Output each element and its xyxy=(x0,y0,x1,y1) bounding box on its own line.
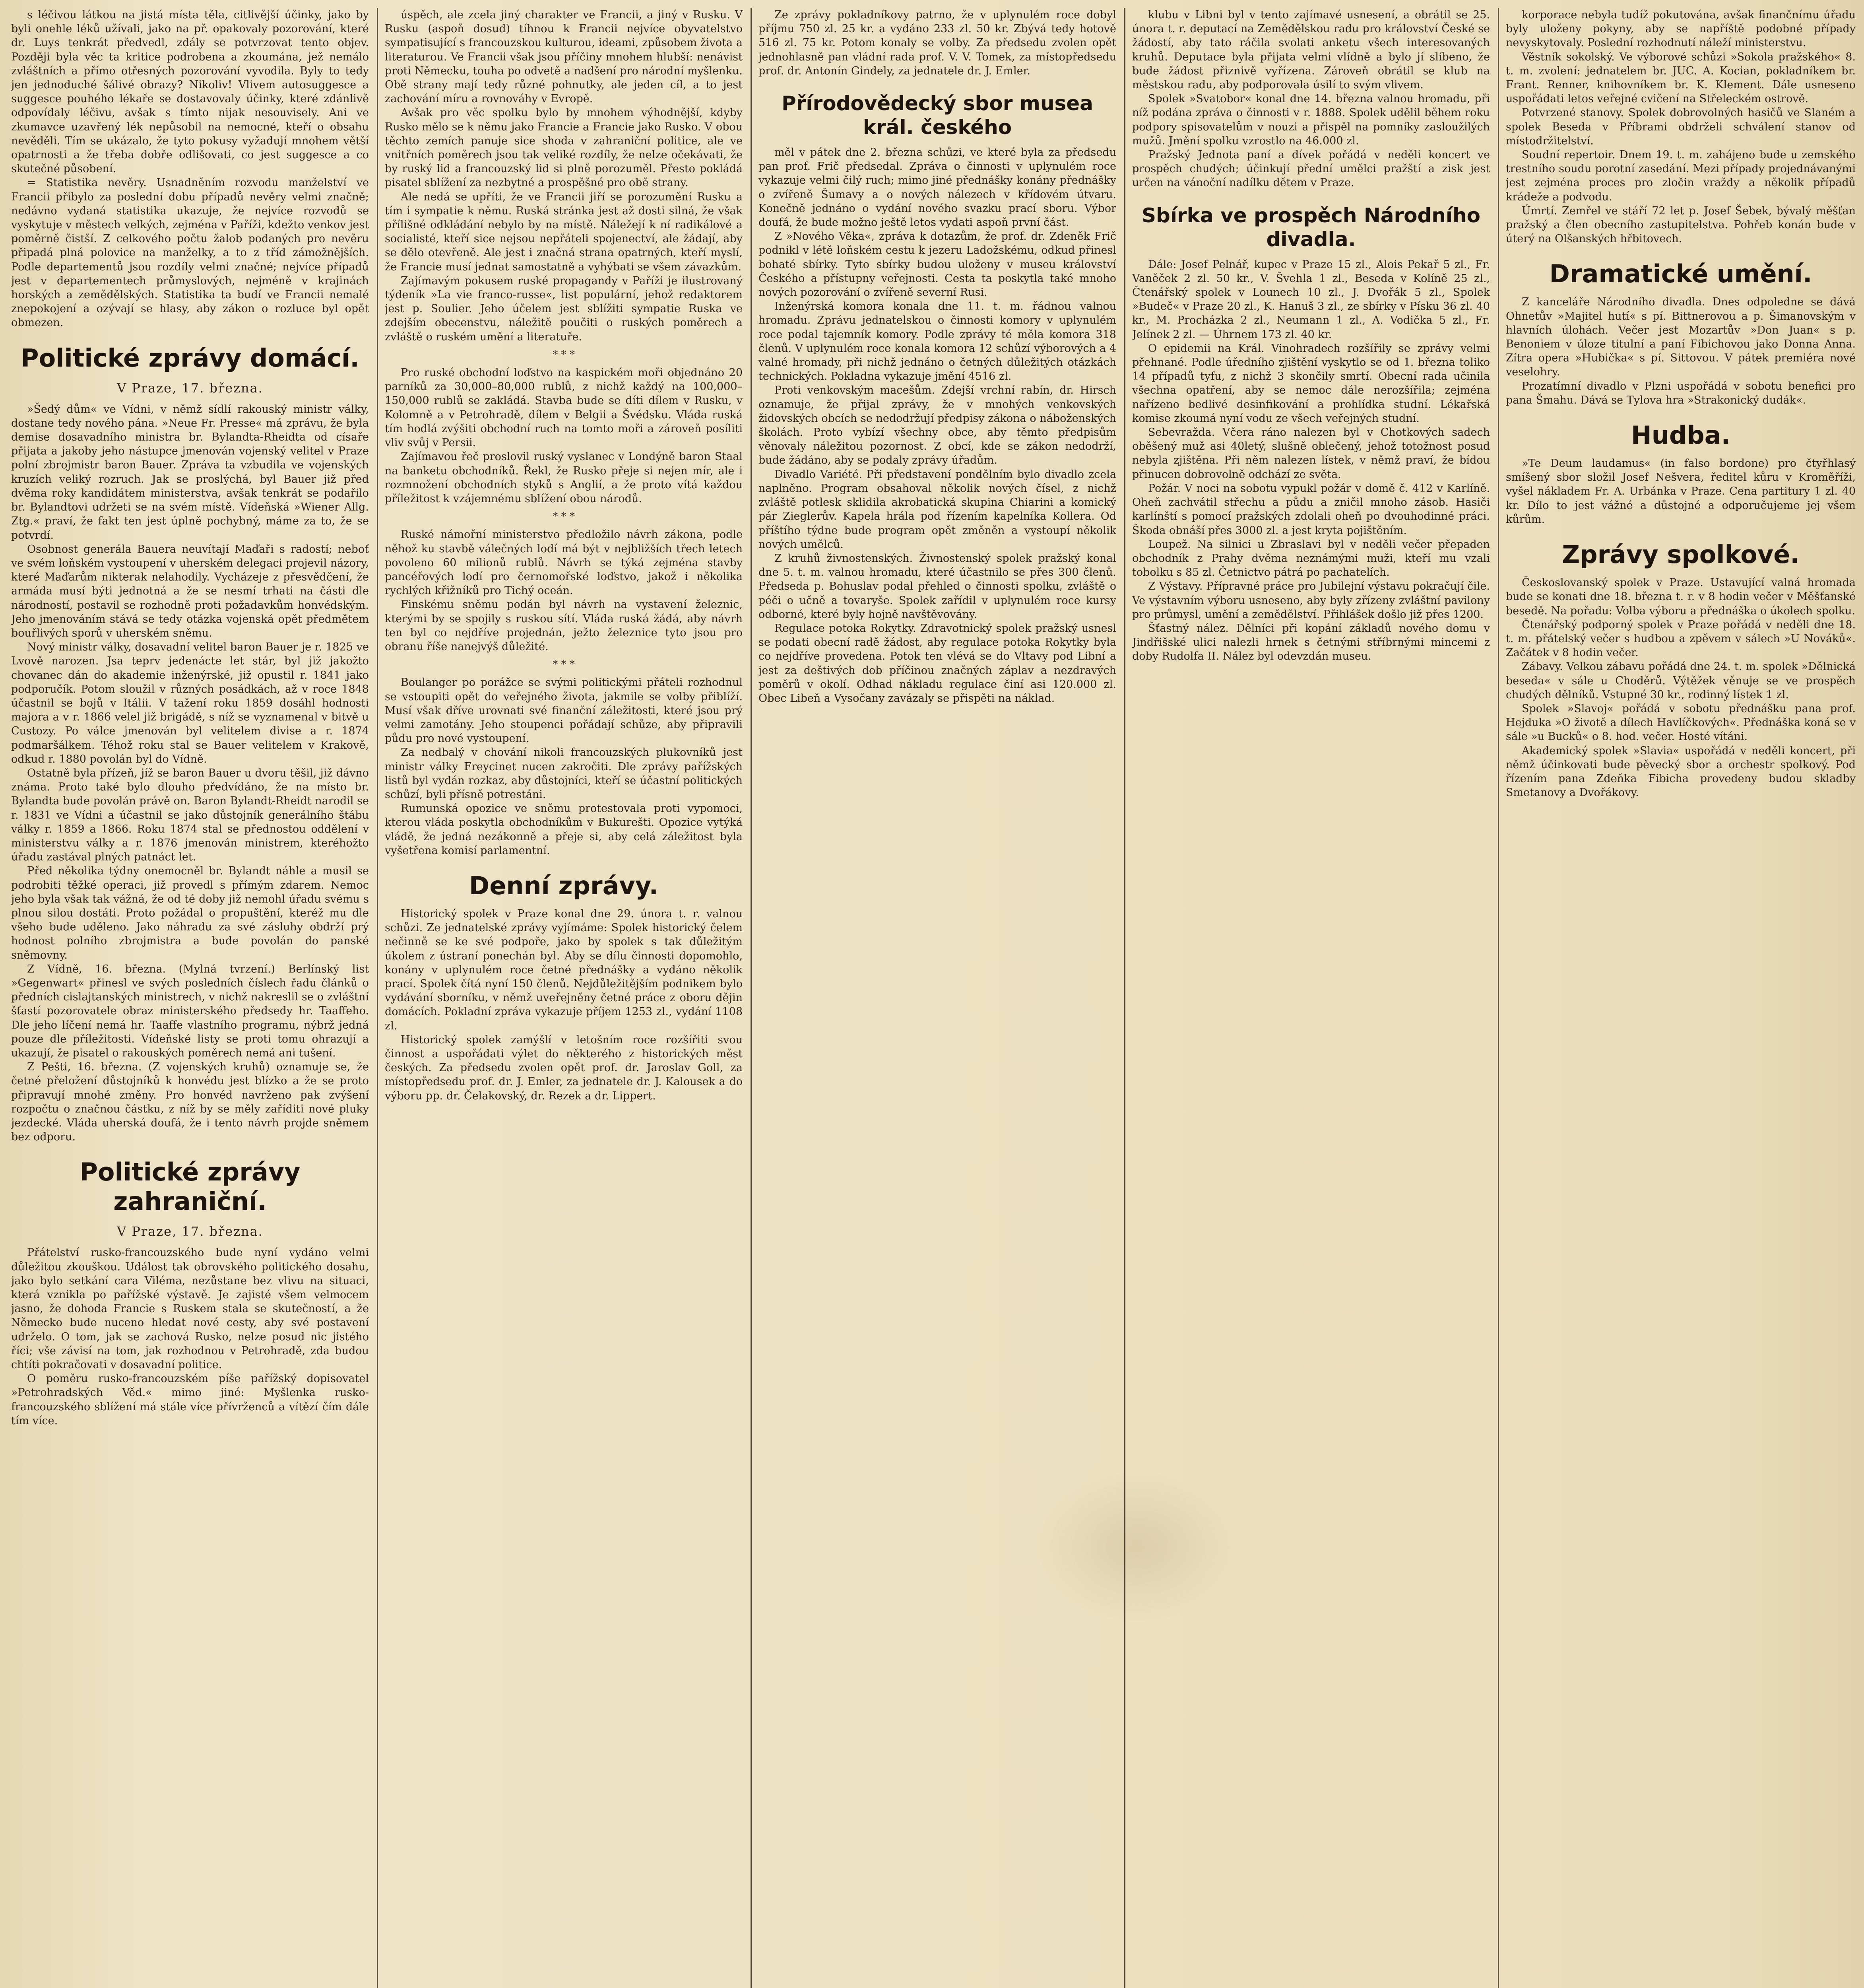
section-heading: Dramatické umění. xyxy=(1549,259,1812,289)
article-paragraph: Úmrtí. Zemřel ve stáří 72 let p. Josef Šebek, bývalý měšťan pražský a člen obecního zastupitelstva. Pohřeb konán bude v úterý na Olšanských hřbitovech. xyxy=(1506,204,1856,245)
article-paragraph: s léčivou látkou na jistá místa těla, citlivější účinky, jako by byli onehle léků užívali, jako na př. opakovaly pozorování, které dr. Luys tenkrát předvedl, zdály se potvrzovat tento objev. Později byla věc ta kritice podrobena a zkoumána, jež nemálo zvláštních a přímo otřesných pozorování vyvodila. Byly to tedy jen jednoduché šálivé obrazy? Nikoliv! Vlivem autosuggesce a suggesce pouhého lékaře se dostavovaly účinky, které zdánlivě odpovídaly léčivu, avšak s tímto nijak nesouvisely. Ani ve zkumavce uzavřený lék nepůsobil na nemocné, kteří o obsahu nevěděli. Tím se ukázalo, že tyto pokusy vyžadují mnohem větší opatrnosti a že třeba dobře odlišovati, co jest suggesce a co skutečné působení. xyxy=(11,9,369,175)
article-paragraph: měl v pátek dne 2. března schůzi, ve které byla za předsedu pan prof. Frič předsedal. Zpráva o činnosti v uplynulém roce vykazuje velmi čilý ruch; mimo jiné přednášky konány přednášky o zvířeně Šumavy a o nových nálezech v křídovém útvaru. Konečně jednáno o vydání nového svazku prací sboru. Výbor doufá, že bude možno ještě letos vydati aspoň první část. xyxy=(758,146,1116,229)
article-paragraph: Ostatně byla přízeň, jíž se baron Bauer u dvoru těšil, již dávno známa. Proto také bylo dlouho předvídáno, že na místo br. Bylandta bude povolán právě on. Baron Bylandt-Rheidt narodil se r. 1831 ve Vídni a účastnil se jako důstojník generálního štábu války r. 1859 a 1866. Roku 1874 stal se přednostou oddělení v ministerstvu války a r. 1876 jmenován ministrem, kteréhožto úřadu zastával plných patnáct let. xyxy=(11,767,369,864)
article-paragraph: Inženýrská komora konala dne 11. t. m. řádnou valnou hromadu. Zprávu jednatelskou o činnosti komory v uplynulém roce podal tajemník komory. Podle zprávy té měla komora 318 členů. V uplynulém roce konala komora 12 schůzí výborových a 4 valné hromady, při nichž jednáno o četných důležitých otázkách technických. Pokladna vykazuje jmění 4516 zl. xyxy=(758,300,1116,383)
article-paragraph: Boulanger po porážce se svými politickými přáteli rozhodnul se vstoupiti opět do veřejného života, jakmile se volby přiblíží. Musí však dříve urovnati své finanční záležitosti, které jsou prý velmi zamotány. Jeho stoupenci pořádají schůze, aby připravili půdu pro nové vystoupení. xyxy=(385,676,743,745)
article-paragraph: Zábavy. Velkou zábavu pořádá dne 24. t. m. spolek »Dělnická beseda« v sále u Choděrů. Výtěžek věnuje se ve prospěch chudých dělníků. Vstupné 30 kr., rodinný lístek 1 zl. xyxy=(1506,660,1856,701)
article-paragraph: Spolek »Svatobor« konal dne 14. března valnou hromadu, při níž podána zpráva o činnosti v r. 1888. Spolek udělil během roku podpory spisovatelům v nouzi a přispěl na pomníky zasloužilých mužů. Jmění spolku vzrostlo na 46.000 zl. xyxy=(1132,93,1490,147)
article-paragraph: Českoslovanský spolek v Praze. Ustavující valná hromada bude se konati dne 18. března t. r. v 8 hodin večer v Měšťanské besedě. Na pořadu: Volba výboru a přednáška o úkolech spolku. xyxy=(1506,577,1856,617)
article-paragraph: Akademický spolek »Slavia« uspořádá v neděli koncert, při němž účinkovati bude pěvecký sbor a orchestr spolkový. Pod řízením pana Zdeňka Fibicha provedeny budou skladby Smetanovy a Dvořákovy. xyxy=(1506,744,1856,799)
section-heading: Sbírka ve prospěch Národního divadla. xyxy=(1142,204,1480,251)
article-paragraph: Z Výstavy. Přípravné práce pro Jubilejní výstavu pokračují čile. Ve výstavním výboru usneseno, aby byly zřízeny zvláštní pavilony pro průmysl, umění a zemědělství. Přihlášek došlo již přes 1200. xyxy=(1132,580,1490,621)
section-heading: Hudba. xyxy=(1631,421,1731,450)
article-paragraph: Loupež. Na silnici u Zbraslavi byl v neděli večer přepaden obchodník z Prahy dvěma neznámými muži, kteří mu vzali tobolku s 85 zl. Četnictvo pátrá po pachatelích. xyxy=(1132,538,1490,579)
column-1 xyxy=(11,8,369,1988)
article-paragraph: Ze zprávy pokladníkovy patrno, že v uplynulém roce dobyl příjmu 750 zl. 25 kr. a vydáno 233 zl. 50 kr. Zbývá tedy hotově 516 zl. 75 kr. Potom konaly se volby. Za předsedu zvolen opět jednohlasně pan vládní rada prof. V. V. Tomek, za místopředsedu prof. dr. Antonín Gindely, za jednatele dr. J. Emler. xyxy=(758,9,1116,77)
article-paragraph: Z kanceláře Národního divadla. Dnes odpoledne se dává Ohnetův »Majitel hutí« s pí. Bittnerovou a p. Šimanovským v hlavních úlohách. Večer jest Mozartův »Don Juan« s p. Benoniem v úloze titulní a paní Fibichovou jako Donna Anna. Zítra opera »Hubička« s pí. Sittovou. V pátek premiéra nové veselohry. xyxy=(1506,296,1856,379)
article-paragraph: Spolek »Slavoj« pořádá v sobotu přednášku pana prof. Hejduka »O životě a dílech Havlíčkových«. Přednáška koná se v sále »u Bucků« o 8. hod. večer. Hosté vítáni. xyxy=(1506,702,1856,743)
article-paragraph: Zajímavou řeč proslovil ruský vyslanec v Londýně baron Staal na banketu obchodníků. Řekl, že Rusko přeje si nejen mír, ale i rozmnožení obchodních styků s Anglií, a že proto vítá každou příležitost k vzájemnému sblížení obou národů. xyxy=(385,450,743,505)
article-paragraph: Historický spolek v Praze konal dne 29. února t. r. valnou schůzi. Ze jednatelské zprávy vyjímáme: Spolek historický čelem nečinně se ke své podpoře, jako by spolek s tak důležitým úkolem z ústraní ponechán byl. Aby se dílu činnosti dopomohlo, konány v uplynulém roce četné přednášky a vydáno několik prací. Spolek čítá nyní 150 členů. Nejdůležitějším podnikem bylo vydávání sborníku, v němž uveřejněny četné práce z oboru dějin domácích. Pokladní zpráva vykazuje příjem 1253 zl., vydání 1108 zl. xyxy=(385,907,743,1032)
article-paragraph: Rumunská opozice ve sněmu protestovala proti vypomoci, kterou vláda poskytla obchodníkům v Bukurešti. Opozice vytýká vládě, že jedná nezákonně a přeje si, aby celá záležitost byla vyšetřena komisí parlamentní. xyxy=(385,802,743,857)
article-paragraph: Z Pešti, 16. března. (Z vojenských kruhů) oznamuje se, že četné přeložení důstojníků k honvédu jest blízko a že se proto připravují mnohé změny. Pro honvéd navrženo pak zvýšení rozpočtu o značnou částku, z níž by se měly zaříditi nové pluky jezdecké. Vláda uherská doufá, že i tento návrh projde sněmem bez odporu. xyxy=(11,1061,369,1143)
article-paragraph: Z kruhů živnostenských. Živnostenský spolek pražský konal dne 5. t. m. valnou hromadu, které účastnilo se přes 300 členů. Předseda p. Bohuslav podal přehled o činnosti spolku, zvláště o péči o učně a tovaryše. Spolek zařídil v uplynulém roce kursy odborné, které byly hojně navštěvovány. xyxy=(758,552,1116,621)
article-paragraph: Regulace potoka Rokytky. Zdravotnický spolek pražský usnesl se podati obecní radě žádost, aby regulace potoka Rokytky byla co nejdříve provedena. Potok ten vlévá se do Vltavy pod Libní a jest za deštivých dob příčinou značných záplav a nezdravých poměrů v okolí. Odhad nákladu regulace činí asi 120.000 zl. Obec Libeň a Vysočany zavázaly se přispěti na náklad. xyxy=(758,622,1116,705)
article-paragraph: Za nedbalý v chování nikoli francouzských plukovníků jest ministr války Freycinet nucen zakročiti. Dle zprávy pařížských listů byl vydán rozkaz, aby důstojníci, kteří se účastní politických schůzí, byli přísně potrestáni. xyxy=(385,746,743,801)
section-heading: Přírodovědecký sbor musea král. českého xyxy=(782,92,1093,139)
article-paragraph: Pro ruské obchodní loďstvo na kaspickém moři objednáno 20 parníků za 30,000–80,000 rublů, z nichž každý na 100,000–150,000 rublů se zakládá. Stavba bude se díti dílem v Rusku, v Kolomně a v Petrohradě, dílem v Belgii a Švédsku. Vláda ruská tím hodlá zvýšiti obchodní ruch na tomto moři a zároveň posíliti vliv svůj v Persii. xyxy=(385,367,743,449)
column-5 xyxy=(1506,8,1856,1988)
article-paragraph: Potvrzené stanovy. Spolek dobrovolných hasičů ve Slaném a spolek Beseda v Příbrami obdrželi schválení stanov od místodržitelství. xyxy=(1506,107,1856,147)
article-paragraph: O poměru rusko-francouzském píše pařížský dopisovatel »Petrohradských Věd.« mimo jiné: Myšlenka rusko-francouzského sblížení má stále více přívrženců a vítězí čím dále tím více. xyxy=(11,1373,369,1427)
article-paragraph: Šťastný nález. Dělníci při kopání základů nového domu v Jindřišské ulici nalezli hrnek s četnými stříbrnými mincemi z doby Rudolfa II. Nález byl odevzdán museu. xyxy=(1132,622,1490,663)
section-heading: Zprávy spolkové. xyxy=(1562,540,1800,569)
column-rule xyxy=(1124,8,1125,1988)
article-paragraph: Finskému sněmu podán byl návrh na vystavení železnic, kterými by se spojily s ruskou sítí. Vláda ruská žádá, aby návrh ten byl co nejdříve projednán, ježto železnice tyto jsou pro obranu říše nanejvýš důležité. xyxy=(385,598,743,653)
article-paragraph: Věstník sokolský. Ve výborové schůzi »Sokola pražského« 8. t. m. zvolení: jednatelem br. JUC. A. Kocian, pokladníkem br. Frant. Renner, knihovníkem br. K. Klement. Dále usneseno uspořádati letos veřejné cvičení na Střeleckém ostrově. xyxy=(1506,50,1856,105)
article-paragraph: Požár. V noci na sobotu vypukl požár v domě č. 412 v Karlíně. Oheň zachvátil střechu a půdu a zničil mnoho zásob. Hasiči karlínští s pomocí pražských zdolali oheň po dvouhodinné práci. Škoda obnáší přes 3000 zl. a jest kryta pojištěním. xyxy=(1132,482,1490,537)
dateline: V Praze, 17. března. xyxy=(117,380,263,396)
article-paragraph: klubu v Libni byl v tento zajímavé usnesení, a obrátil se 25. února t. r. deputací na Zemědělskou radu pro království České se žádostí, aby tato ráčila svolati anketu všech interesovaných kruhů. Deputace byla přijata velmi vlídně a bylo jí slíbeno, že bude žádost přiznivě vyřízena. Zároveň obrátil se klub na městskou radu, aby podporovala úsilí to svým vlivem. xyxy=(1132,9,1490,91)
article-paragraph: Dále: Josef Pelnář, kupec v Praze 15 zl., Alois Pekař 5 zl., Fr. Vaněček 2 zl. 50 kr., V. Švehla 1 zl., Beseda v Kolíně 25 zl., Čtenářský spolek v Lounech 10 zl., J. Dvořák 5 zl., Spolek »Budeč« v Praze 20 zl., K. Hanuš 3 zl., ze sbírky v Písku 36 zl. 40 kr., M. Procházka 2 zl., Neumann 1 zl., A. Vodička 5 zl., Fr. Jelínek 2 zl. — Úhrnem 173 zl. 40 kr. xyxy=(1132,258,1490,341)
article-paragraph: Pražský Jednota paní a dívek pořádá v neděli koncert ve prospěch chudých; účinkují přední umělci pražští a zisk jest určen na vánoční nadílku dětem v Praze. xyxy=(1132,149,1490,189)
article-paragraph: »Te Deum laudamus« (in falso bordone) pro čtyřhlasý smíšený sbor složil Josef Nešvera, ředitel kůru v Kroměříži, vyšel nákladem Fr. A. Urbánka v Praze. Cena partitury 1 zl. 40 kr. Dílo to jest vážné a důstojné a odporučujeme jej všem kůrům. xyxy=(1506,457,1856,526)
article-paragraph: Před několika týdny onemocněl br. Bylandt náhle a musil se podrobiti těžké operaci, již provedl s přímým zdarem. Nemoc jeho byla však tak vážná, že od té doby již nemohl úřadu svému s plnou silou dostáti. Proto požádal o propuštění, kteréž mu dle všeho bude uděleno. Jako náhradu za své zásluhy obdrží prý hodnost polního zbrojmistra a bude povolán do panské sněmovny. xyxy=(11,865,369,961)
article-paragraph: Z »Nového Věka«, zpráva k dotazům, že prof. dr. Zdeněk Frič podnikl v létě loňském cestu k jezeru Ladožskému, odkud přinesl bohaté sbírky. Tyto sbírky budou uloženy v museu království Českého a přístupny veřejnosti. Cesta ta poskytla také mnoho nových pozorování o zvířeně severní Rusi. xyxy=(758,230,1116,299)
column-rule xyxy=(751,8,752,1988)
article-paragraph: Z Vídně, 16. března. (Mylná tvrzení.) Berlínský list »Gegenwart« přinesl ve svých posledních číslech řadu článků o předních cislajtanských ministrech, v nichž nakreslil se o zvláštní šťastí pozorovatele obraz ministerského předsedy hr. Taaffeho. Dle jeho líčení nemá hr. Taaffe vlastního programu, nýbrž jedná pouze dle příležitosti. Vídeňské listy se proti tomu ohrazují a ukazují, že pisatel o rakouských poměrech nemá ani tušení. xyxy=(11,963,369,1060)
article-paragraph: Proti venkovským macešům. Zdejší vrchní rabín, dr. Hirsch oznamuje, že přijal zprávy, že v mnohých venkovských židovských obcích se nedodržují předpisy zákona o náboženských školách. Proto vybízí všechny obce, aby těmto předpisům věnovaly náležitou pozornost. Z obcí, kde se zákon nedodrží, bude žádáno, aby se podaly zprávy úřadům. xyxy=(758,384,1116,467)
column-4 xyxy=(1132,8,1490,1988)
article-paragraph: Nový ministr války, dosavadní velitel baron Bauer je r. 1825 ve Lvově narozen. Jsa teprv jedenácte let stár, byl již jakožto chovanec dán do akademie inženýrské, již opustil r. 1841 jako podporučík. Potom sloužil v různých posádkách, až v roce 1848 účastnil se bojů v Itálii. V tažení roku 1859 dosáhl hodnosti majora a v r. 1866 velel již brigádě, s níž se vyznamenal v bitvě u Custozy. Po válce jmenován byl velitelem divise a r. 1874 podmaršálkem. Téhož roku stal se Bauer velitelem v Krakově, odkud r. 1880 povolán byl do Vídně. xyxy=(11,641,369,765)
article-paragraph: Ale nedá se upříti, že ve Francii jiří se porozumění Rusku a tím i sympatie k němu. Ruská stránka jest až dosti silná, že však přílišné odkládání nebylo by na místě. Náležejí k ní radikálové a socialisté, kteří sice nejsou nepřáteli spojenectví, ale žádají, aby se dělo otevřeně. Ale jest i značná strana opatrných, kteří myslí, že Francie musí jednat samostatně a vyhýbati se všem závazkům. xyxy=(385,190,743,273)
article-paragraph: Divadlo Variété. Při představení pondělním bylo divadlo zcela naplněno. Program obsahoval několik nových čísel, z nichž zvláště potlesk sklidila akrobatická skupina Chiarini a komický pár Zieglerův. Kapela hrála pod řízením kapelníka Kollera. Od příštího týdne bude program opět změněn a vystoupí několik nových umělců. xyxy=(758,468,1116,551)
column-3 xyxy=(758,8,1116,1988)
article-paragraph: = Statistika nevěry. Usnadněním rozvodu manželství ve Francii přibylo za poslední dobu případů nevěry velmi značně; nedávno vydaná statistika ukazuje, že nejvíce rozvodů se vyskytuje v městech velkých, zejména v Paříži, kdežto venkov jest poměrně čistší. Z celkového počtu žalob podaných pro nevěru připadá plná polovice na manželky, a to z tříd zámožnějších. Podle departementů jsou rozdíly velmi značné; nejvíce případů jest v departementech průmyslových, nejméně v krajinách horských a zemědělských. Statistika ta budí ve Francii nemalé znepokojení a ozývají se hlasy, aby zákon o rozluce byl opět obmezen. xyxy=(11,177,369,329)
separator-star: * * * xyxy=(553,348,575,361)
article-paragraph: Přátelství rusko-francouzského bude nyní vydáno velmi důležitou zkouškou. Událost tak obrovského politického dosahu, jako bylo setkání cara Viléma, nezůstane bez vlivu na situaci, která vznikla po pařížské výstavě. Je zajisté všem velmocem jasno, že dohoda Francie s Ruskem stala se skutečností, a že Německo bude nuceno hledat nové cesty, aby své postavení udrželo. O tom, jak se zachová Rusko, nelze posud nic jistého říci; vše závisí na tom, jak rozhodnou v Petrohradě, zda budou chtíti pokračovati v dosavadní politice. xyxy=(11,1246,369,1371)
article-paragraph: Soudní repertoir. Dnem 19. t. m. zahájeno bude u zemského trestního soudu porotní zasedání. Mezi případy projednávanými jest zejména proces pro zločin vraždy a několik případů krádeže a podvodu. xyxy=(1506,149,1856,203)
article-paragraph: Prozatímní divadlo v Plzni uspořádá v sobotu benefici pro pana Šmahu. Dává se Tylova hra »Strakonický dudák«. xyxy=(1506,380,1856,406)
column-2 xyxy=(385,8,743,1988)
article-paragraph: Historický spolek zamýšlí v letošním roce rozšířiti svou činnost a uspořádati výlet do některého z historických měst českých. Za předsedu zvolen opět prof. dr. Jaroslav Goll, za místopředsedu prof. dr. J. Emler, za jednatele dr. J. Kalousek a do výboru pp. dr. Čelakovský, dr. Rezek a dr. Lippert. xyxy=(385,1033,743,1102)
article-paragraph: O epidemii na Král. Vinohradech rozšířily se zprávy velmi přehnané. Podle úředního zjištění vyskytlo se od 1. března toliko 14 případů tyfu, z nichž 3 skončily smrtí. Obecní rada učinila všechna opatření, aby se nemoc dále nerozšířila; zejména nařízeno bedlivé desinfikování a prohlídka studní. Lékařská komise zkoumá nyní vodu ze všech veřejných studní. xyxy=(1132,342,1490,425)
article-paragraph: Avšak pro věc spolku bylo by mnohem výhodnější, kdyby Rusko mělo se k němu jako Francie a Francie jako Rusko. V obou těchto zemích panuje sice shoda v zahraniční politice, ale ve vnitřních poměrech jsou tak veliké rozdíly, že nelze očekávati, že by ruský lid a francouzský lid si plně porozuměl. Přesto pokládá pisatel sblížení za nezbytné a prospěšné pro obě strany. xyxy=(385,107,743,189)
article-paragraph: Osobnost generála Bauera neuvítají Maďaři s radostí; neboť ve svém loňském vystoupení v uherském delegaci projevil názory, které Maďarům nikterak nelahodily. Vycházeje z přesvědčení, že armáda musí býti jednotná a že se nesmí trhati na části dle národností, postavil se rozhodně proti požadavkům honvédským. Jeho jmenováním stává se tedy otázka vojenská opět předmětem bouřlivých sporů v uherském sněmu. xyxy=(11,543,369,639)
article-paragraph: Čtenářský podporný spolek v Praze pořádá v neděli dne 18. t. m. přátelský večer s hudbou a zpěvem v sálech »U Nováků«. Začátek v 8 hodin večer. xyxy=(1506,618,1856,659)
article-paragraph: Zajímavým pokusem ruské propagandy v Paříži je ilustrovaný týdeník »La vie franco-russe«, list populární, jehož redaktorem jest p. Soulier. Jeho účelem jest sblížiti sympatie Ruska ve zdejším obecenstvu, náležitě poučiti o ruských poměrech a zvláště o ruském umění a literatuře. xyxy=(385,274,743,343)
article-paragraph: korporace nebyla tudíž pokutována, avšak finančnímu úřadu byly uloženy pokyny, aby se napříště podobné případy nevyskytovaly. Poslední rozhodnutí náleží ministerstvu. xyxy=(1506,9,1856,49)
separator-star: * * * xyxy=(553,511,575,523)
section-heading: Politické zprávy domácí. xyxy=(21,343,359,373)
article-paragraph: »Šedý dům« ve Vídni, v němž sídlí rakouský ministr války, dostane tedy nového pána. »Neue Fr. Presse« má zprávu, že byla demise dosavadního ministra br. Bylandta-Rheidta od císaře přijata a jakoby jeho nástupce jmenován vojenský velitel v Praze polní zbrojmistr baron Bauer. Zpráva ta vzbudila ve vojenských kruzích veliký rozruch. Jak se proslýchá, byl Bauer již před dvěma roky kandidátem ministerstva, avšak tenkrát se podařilo br. Bylandtovi udržeti se na svém místě. Vídeňská »Wiener Allg. Ztg.« praví, že fakt ten jest úplně pochybný, máme za to, že se potvrdí. xyxy=(11,403,369,542)
article-paragraph: Sebevražda. Včera ráno nalezen byl v Chotkových sadech oběšený muž asi 40letý, slušně oblečený, jehož totožnost posud nebyla zjištěna. Při něm nalezen lístek, v němž praví, že bídou přinucen dobrovolně odchází ze světa. xyxy=(1132,426,1490,481)
section-heading: Denní zprávy. xyxy=(469,871,659,900)
article-paragraph: Ruské námořní ministerstvo předložilo návrh zákona, podle něhož ku stavbě válečných lodí má být v nejbližších třech letech povoleno 60 milionů rublů. Návrh se týká zejména stavby pancéřových lodí pro černomořské loďstvo, jakož i několika rychlých křižníků pro Tichý oceán. xyxy=(385,528,743,597)
article-paragraph: úspěch, ale zcela jiný charakter ve Francii, a jiný v Rusku. V Rusku (aspoň dosud) tíhnou k Francii nejvíce obyvatelstvo sympatisující s francouzskou kulturou, ideami, způsobem života a literaturou. Ve Francii však jsou příčiny mnohem hlubší: nenávist proti Německu, touha po odvetě a nadšení pro národní myšlenku. Obě strany mají tedy různé pohnutky, ale jeden cíl, a to jest zachování míru a rovnováhy v Evropě. xyxy=(385,9,743,105)
dateline: V Praze, 17. března. xyxy=(117,1224,263,1239)
separator-star: * * * xyxy=(553,658,575,671)
column-rule xyxy=(377,8,378,1988)
column-rule xyxy=(1498,8,1499,1988)
section-heading: Politické zprávy zahraniční. xyxy=(80,1157,301,1216)
